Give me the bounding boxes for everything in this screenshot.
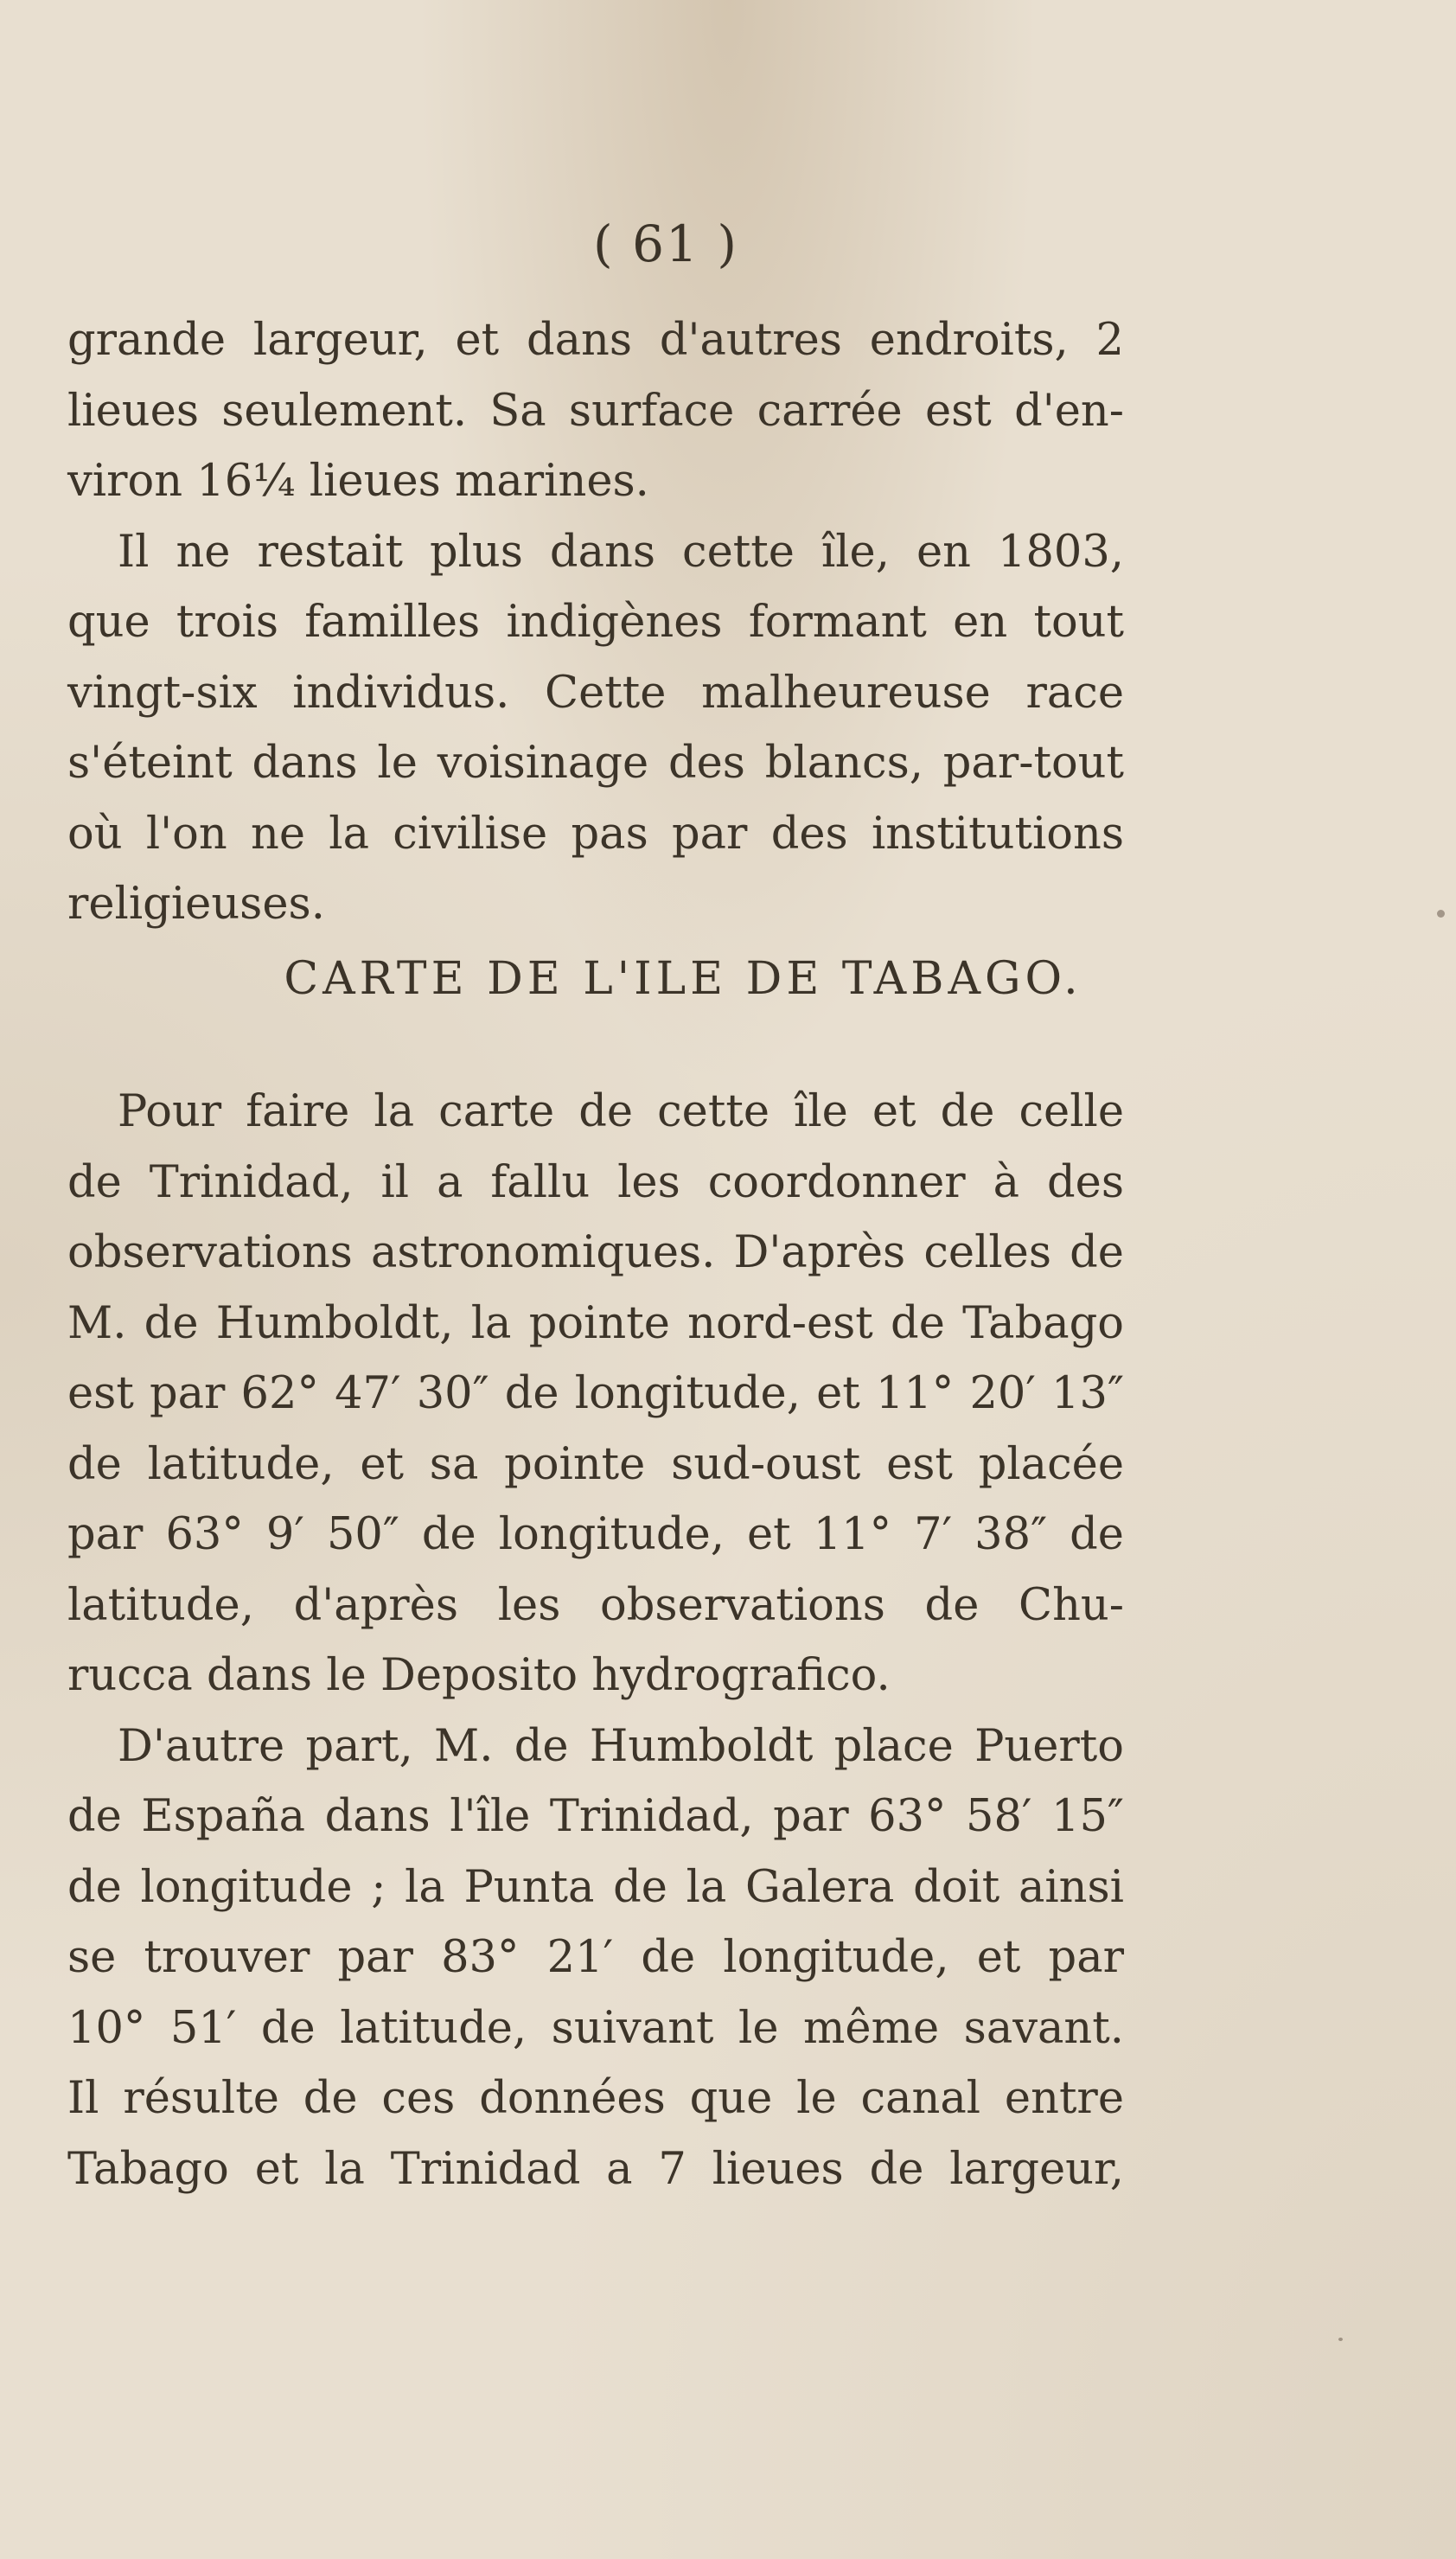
text-line: 10° 51′ de latitude, suivant le même savant. [67,2002,1124,2054]
text-line: s'éteint dans le voisinage des blancs, par-tout [67,738,1124,789]
page-number: ( 61 ) [593,214,738,273]
text-line: vingt-six individus. Cette malheureuse race [67,667,1124,719]
text-line: de España dans l'île Trinidad, par 63° 58′ 15″ [67,1791,1124,1842]
text-line: Pour faire la carte de cette île et de celle [118,1086,1124,1137]
text-line: se trouver par 83° 21′ de longitude, et par [67,1932,1124,1983]
text-line: religieuses. [67,879,325,930]
text-line: Il ne restait plus dans cette île, en 1803, [118,526,1124,578]
text-line: de Trinidad, il a fallu les coordonner à des [67,1156,1124,1208]
text-block-section [67,1077,1124,2204]
text-line: que trois familles indigènes formant en tout [67,597,1124,648]
text-line: latitude, d'après les observations de Chu- [67,1579,1124,1631]
section-heading: CARTE DE L'ILE DE TABAGO. [284,953,1082,1005]
text-line: de longitude ; la Punta de la Galera doit ainsi [67,1861,1124,1913]
text-line: viron 16¼ lieues marines. [67,456,649,507]
text-line: Il résulte de ces données que le canal entre [67,2073,1124,2124]
text-line: grande largeur, et dans d'autres endroits, 2 [67,315,1124,366]
text-line: de latitude, et sa pointe sud-oust est placée [67,1438,1124,1490]
text-line: observations astronomiques. D'après celles de [67,1227,1124,1278]
text-line: lieues seulement. Sa surface carrée est d'en- [67,385,1124,437]
paper-speck [1338,2338,1343,2341]
text-line: D'autre part, M. de Humboldt place Puerto [118,1720,1124,1772]
paper-speck [1437,910,1445,918]
text-line: M. de Humboldt, la pointe nord-est de Tabago [67,1297,1124,1349]
text-line: Tabago et la Trinidad a 7 lieues de largeur, [67,2143,1124,2195]
text-line: est par 62° 47′ 30″ de longitude, et 11° 20′ 13″ [67,1368,1124,1419]
text-line: par 63° 9′ 50″ de longitude, et 11° 7′ 38″ de [67,1509,1124,1560]
text-line: où l'on ne la civilise pas par des institutions [67,808,1124,860]
text-block-continued [67,305,1124,940]
text-line: rucca dans le Deposito hydrografico. [67,1650,891,1701]
